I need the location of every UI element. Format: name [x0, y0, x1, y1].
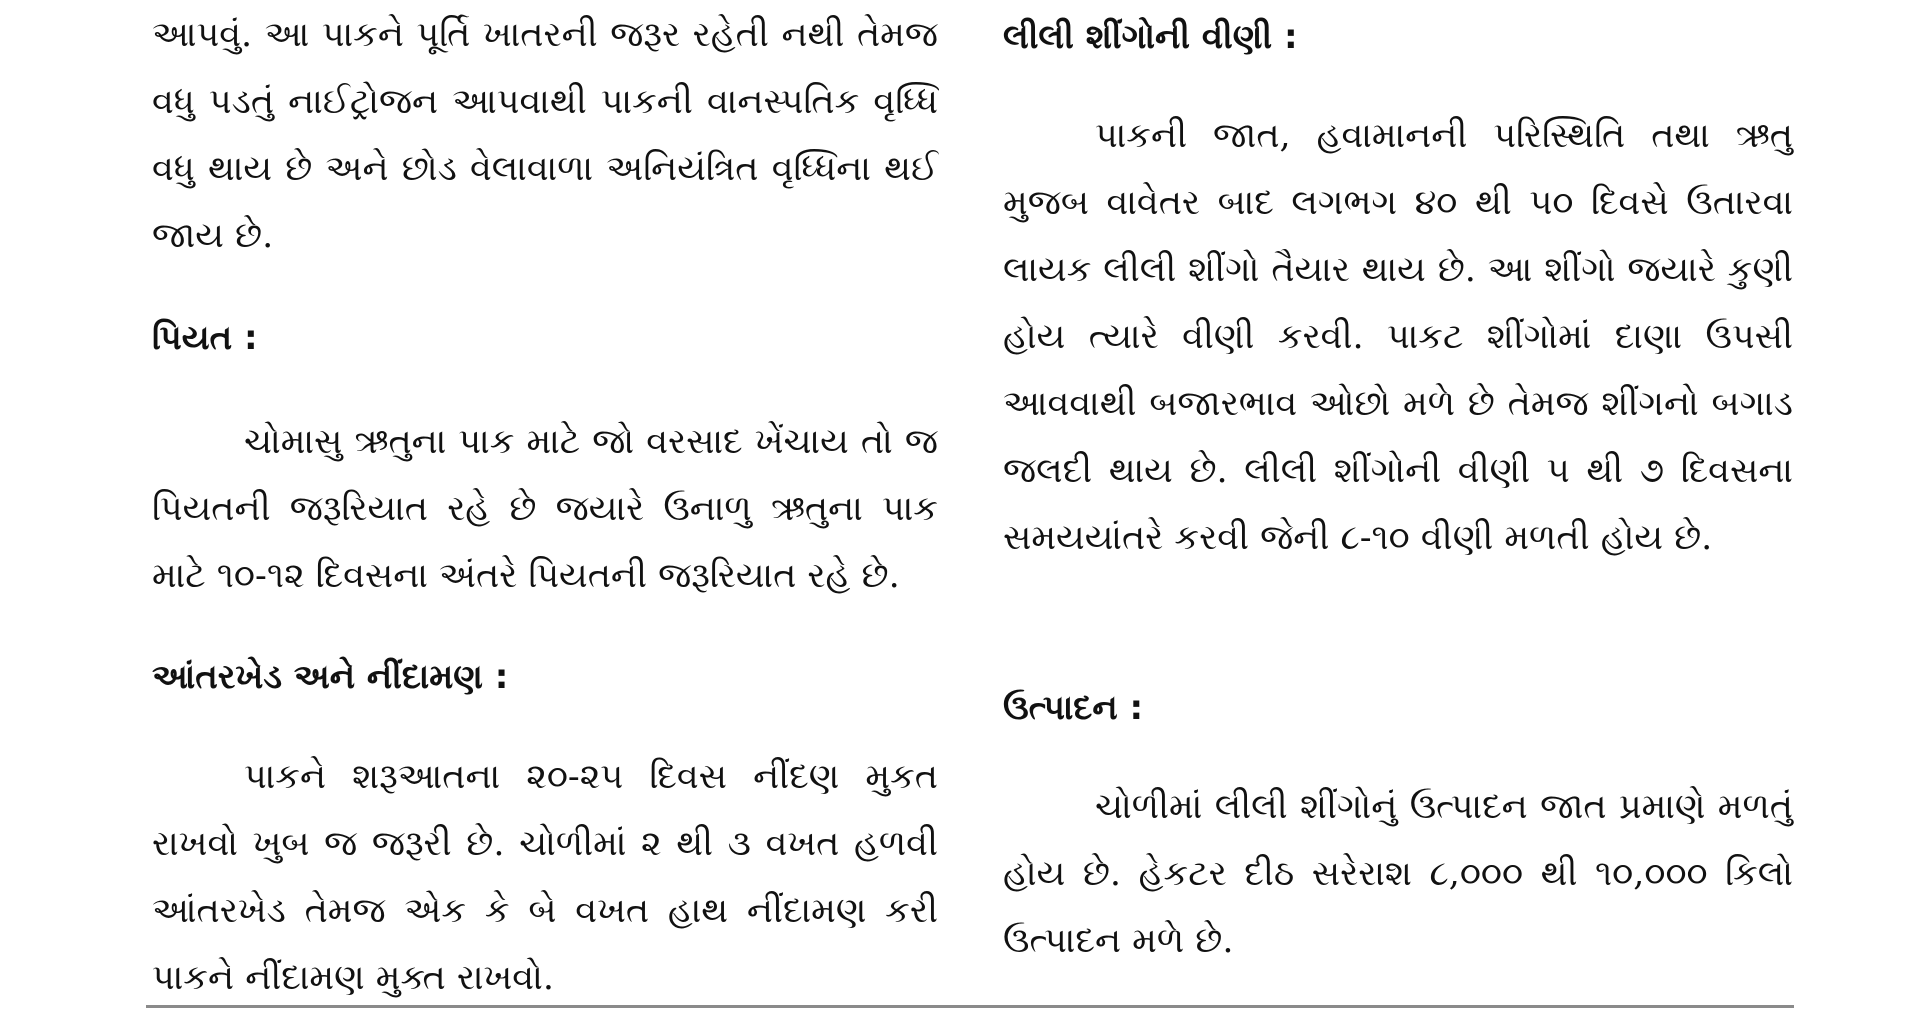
production-paragraph: ચોળીમાં લીલી શીંગોનું ઉત્પાદન જાત પ્રમાણે મળતું હોય છે. હેકટર દીઠ સરેરાશ ૮,૦૦૦ થી ૧૦,૦૦૦ કિલો ઉત્પાદન મળે છે. [1003, 787, 1793, 961]
irrigation-paragraph: ચોમાસુ ઋતુના પાક માટે જો વરસાદ ખેંચાય તો જ પિયતની જરૂરિયાત રહે છે જયારે ઉનાળુ ઋતુના પાક માટે ૧૦-૧૨ દિવસના અંતરે પિયતની જરૂરિયાત રહે છે. [152, 422, 938, 596]
interculture-weeding-heading: આંતરખેડ અને નીંદામણ : [152, 657, 509, 697]
green-pod-picking-heading: લીલી શીંગોની વીણી : [1003, 17, 1298, 57]
green-pod-picking-paragraph: પાકની જાત, હવામાનની પરિસ્થિતિ તથા ઋતુ મુજબ વાવેતર બાદ લગભગ ૪૦ થી ૫૦ દિવસે ઉતારવા લાયક લીલી શીંગો તૈયાર થાય છે. આ શીંગો જયારે કુણી હોય ત્યારે વીણી કરવી. પાકટ શીંગોમાં દાણા ઉપસી આવવાથી બજારભાવ ઓછો મળે છે તેમજ શીંગનો બગાડ જલદી થાય છે. લીલી શીંગોની વીણી ૫ થી ૭ દિવસના સમયયાંતરે કરવી જેની ૮-૧૦ વીણી મળતી હોય છે. [1003, 116, 1793, 558]
irrigation-heading: પિયત : [152, 318, 258, 358]
page-bottom-rule [146, 1005, 1794, 1008]
fertilizer-continuation-paragraph: આપવું. આ પાકને પૂર્તિ ખાતરની જરૂર રહેતી નથી તેમજ વધુ પડતું નાઈટ્રોજન આપવાથી પાકની વાનસ્પતિક વૃધ્ધિ વધુ થાય છે અને છોડ વેલાવાળા અનિયંત્રિત વૃધ્ધિના થઈ જાય છે. [152, 15, 938, 256]
interculture-weeding-paragraph: પાકને શરૂઆતના ૨૦-૨૫ દિવસ નીંદણ મુકત રાખવો ખુબ જ જરૂરી છે. ચોળીમાં ૨ થી ૩ વખત હળવી આંતરખેડ તેમજ એક કે બે વખત હાથ નીંદામણ કરી પાકને નીંદામણ મુક્ત રાખવો. [152, 757, 938, 998]
production-heading: ઉત્પાદન : [1003, 688, 1144, 728]
